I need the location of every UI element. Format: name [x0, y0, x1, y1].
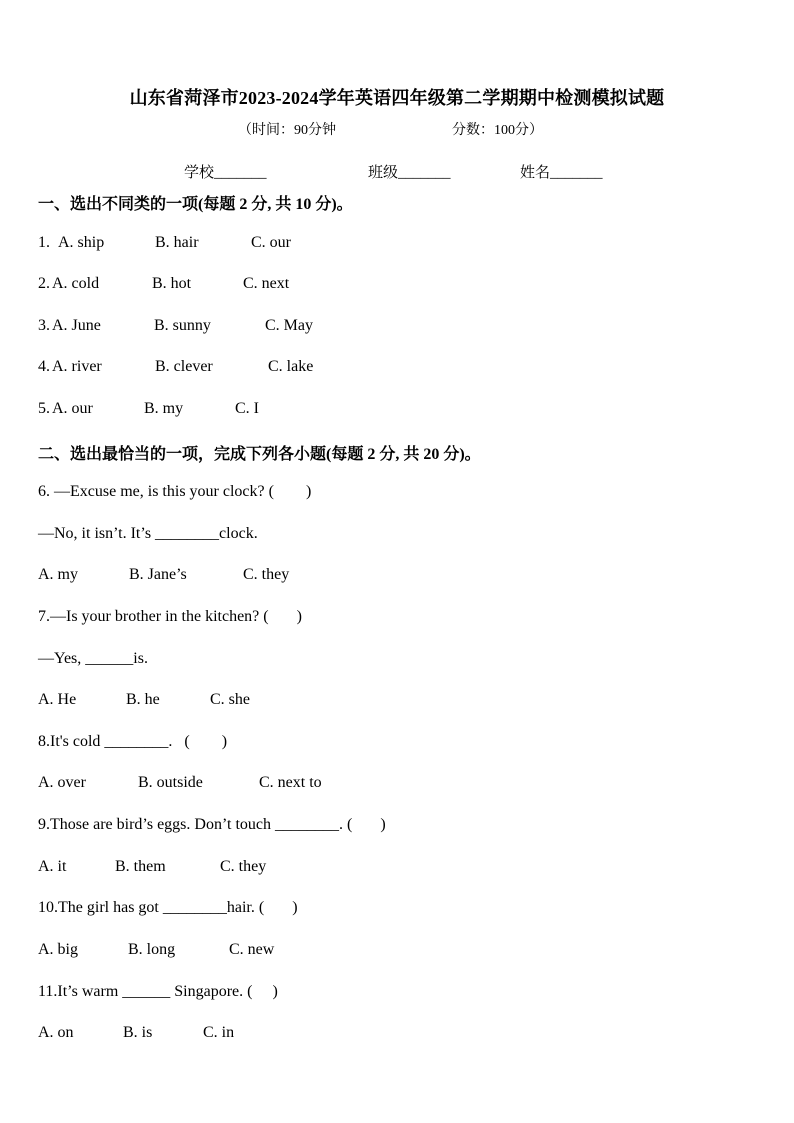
option-c: C. in [203, 1024, 235, 1041]
question-stem: 9.Those are bird’s eggs. Don’t touch ________. ( ) [38, 816, 386, 833]
option-c: C. May [265, 317, 313, 334]
option-a: A. river [52, 358, 102, 375]
question-number: 3. [38, 317, 50, 334]
option-b: B. them [115, 858, 166, 875]
option-a: A. my [38, 566, 78, 583]
option-a: A. our [52, 400, 93, 417]
class-field: 班级_______ [368, 165, 451, 181]
option-c: C. she [210, 691, 250, 708]
question-stem: 10.The girl has got ________hair. ( ) [38, 899, 298, 916]
question-number: 1. [38, 234, 50, 251]
option-a: A. it [38, 858, 67, 875]
question-response: —Yes, ______is. [38, 650, 148, 667]
option-c: C. they [243, 566, 290, 583]
option-a: A. cold [52, 275, 100, 292]
option-b: B. my [144, 400, 184, 417]
question-stem: 6. —Excuse me, is this your clock? ( ) [38, 483, 312, 500]
exam-score: 分数：100分） [452, 123, 543, 138]
question-number: 2. [38, 275, 50, 292]
option-c: C. new [229, 941, 275, 958]
name-field: 姓名_______ [520, 165, 603, 181]
option-b: B. hair [155, 234, 199, 251]
option-a: A. on [38, 1024, 74, 1041]
question-response: —No, it isn’t. It’s ________clock. [38, 525, 258, 542]
option-b: B. outside [138, 774, 203, 791]
section-1-heading: 一、选出不同类的一项(每题 2 分, 共 10 分)。 [38, 196, 353, 213]
question-stem: 7.—Is your brother in the kitchen? ( ) [38, 608, 302, 625]
option-a: A. ship [58, 234, 105, 251]
question-number: 5. [38, 400, 50, 417]
option-c: C. next to [259, 774, 322, 791]
option-b: B. hot [152, 275, 192, 292]
option-a: A. He [38, 691, 77, 708]
section-2-heading: 二、选出最恰当的一项，完成下列各小题(每题 2 分, 共 20 分)。 [38, 446, 481, 463]
question-stem: 8.It's cold ________. ( ) [38, 733, 228, 750]
option-c: C. our [251, 234, 291, 251]
option-a: A. big [38, 941, 78, 958]
option-b: B. Jane’s [129, 566, 187, 583]
option-c: C. I [235, 400, 259, 417]
option-b: B. he [126, 691, 160, 708]
option-c: C. they [220, 858, 267, 875]
question-number: 4. [38, 358, 50, 375]
school-field: 学校_______ [184, 165, 267, 181]
question-stem: 11.It’s warm ______ Singapore. ( ) [38, 983, 278, 1000]
option-a: A. June [52, 317, 101, 334]
exam-time: （时间：90分钟 [238, 123, 336, 138]
page-title: 山东省菏泽市2023-2024学年英语四年级第二学期期中检测模拟试题 [129, 88, 665, 108]
option-c: C. lake [268, 358, 314, 375]
option-b: B. sunny [154, 317, 211, 334]
option-a: A. over [38, 774, 86, 791]
option-c: C. next [243, 275, 290, 292]
option-b: B. clever [155, 358, 213, 375]
option-b: B. long [128, 941, 176, 958]
option-b: B. is [123, 1024, 153, 1041]
